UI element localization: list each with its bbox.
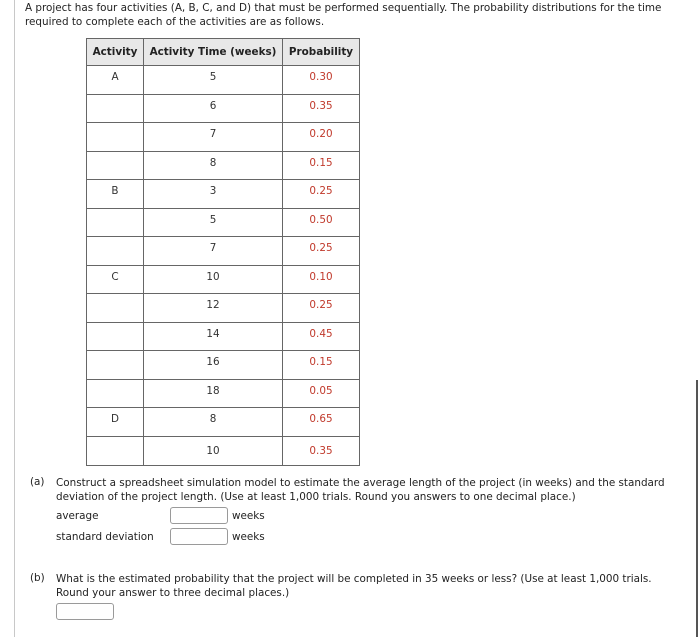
table-row [87, 237, 360, 266]
table-row [87, 294, 360, 323]
average-label: average [56, 510, 99, 522]
activity-cell: C [87, 265, 144, 294]
activity-time-cell: 8 [144, 408, 283, 437]
activity-cell [87, 379, 144, 408]
activity-time-cell: 10 [144, 265, 283, 294]
stddev-input[interactable] [170, 528, 228, 545]
table-row [87, 180, 360, 209]
activity-cell [87, 94, 144, 123]
stddev-unit: weeks [232, 531, 265, 543]
table-row [87, 208, 360, 237]
activity-cell: B [87, 180, 144, 209]
header-activity: Activity [87, 39, 144, 66]
table-row [87, 265, 360, 294]
activity-cell [87, 208, 144, 237]
table-header-row [87, 39, 360, 66]
probability-cell: 0.05 [283, 379, 360, 408]
probability-cell: 0.20 [283, 123, 360, 152]
content-border [14, 0, 15, 637]
probability-cell: 0.50 [283, 208, 360, 237]
probability-cell: 0.65 [283, 408, 360, 437]
activity-cell: D [87, 408, 144, 437]
activity-cell [87, 237, 144, 266]
table-row [87, 151, 360, 180]
table-row [87, 123, 360, 152]
activity-time-cell: 18 [144, 379, 283, 408]
activity-cell: A [87, 66, 144, 95]
stddev-label: standard deviation [56, 531, 154, 543]
activity-time-cell: 5 [144, 208, 283, 237]
activity-time-cell: 7 [144, 123, 283, 152]
table-row [87, 408, 360, 437]
activity-time-cell: 14 [144, 322, 283, 351]
probability-cell: 0.35 [283, 436, 360, 466]
probability-cell: 0.25 [283, 237, 360, 266]
probability-cell: 0.25 [283, 294, 360, 323]
activity-cell [87, 294, 144, 323]
average-input[interactable] [170, 507, 228, 524]
header-activity-time: Activity Time (weeks) [144, 39, 283, 66]
activity-cell [87, 123, 144, 152]
probability-cell: 0.15 [283, 351, 360, 380]
part-b-label: (b) [30, 572, 45, 584]
part-b-question: What is the estimated probability that the project will be completed in 35 weeks or less? (Use at least 1,000 trials. Round your answer to three decimal places.) [56, 573, 652, 599]
probability-answer-input[interactable] [56, 603, 114, 620]
probability-cell: 0.25 [283, 180, 360, 209]
probability-cell: 0.30 [283, 66, 360, 95]
table-row [87, 351, 360, 380]
probability-cell: 0.35 [283, 94, 360, 123]
probability-cell: 0.15 [283, 151, 360, 180]
table-row [87, 66, 360, 95]
part-a-label: (a) [30, 476, 45, 488]
activity-time-cell: 6 [144, 94, 283, 123]
probability-cell: 0.10 [283, 265, 360, 294]
scrollbar[interactable] [696, 380, 698, 637]
activity-time-cell: 10 [144, 436, 283, 466]
table-row [87, 379, 360, 408]
problem-intro: A project has four activities (A, B, C, and D) that must be performed sequentially. The probability distributions for the time required to complete each of the activities are as follows. [25, 2, 662, 28]
table-row [87, 436, 360, 466]
average-unit: weeks [232, 510, 265, 522]
probability-cell: 0.45 [283, 322, 360, 351]
activity-time-cell: 8 [144, 151, 283, 180]
activity-time-cell: 16 [144, 351, 283, 380]
probability-table [86, 38, 360, 466]
activity-time-cell: 12 [144, 294, 283, 323]
part-a-question: Construct a spreadsheet simulation model to estimate the average length of the project (in weeks) and the standard deviation of the project length. (Use at least 1,000 trials. Round you answers to one decimal place.) [56, 477, 665, 503]
activity-cell [87, 322, 144, 351]
header-probability: Probability [283, 39, 360, 66]
activity-time-cell: 3 [144, 180, 283, 209]
activity-cell [87, 151, 144, 180]
table-row [87, 322, 360, 351]
activity-cell [87, 436, 144, 466]
activity-time-cell: 5 [144, 66, 283, 95]
activity-cell [87, 351, 144, 380]
activity-time-cell: 7 [144, 237, 283, 266]
table-row [87, 94, 360, 123]
